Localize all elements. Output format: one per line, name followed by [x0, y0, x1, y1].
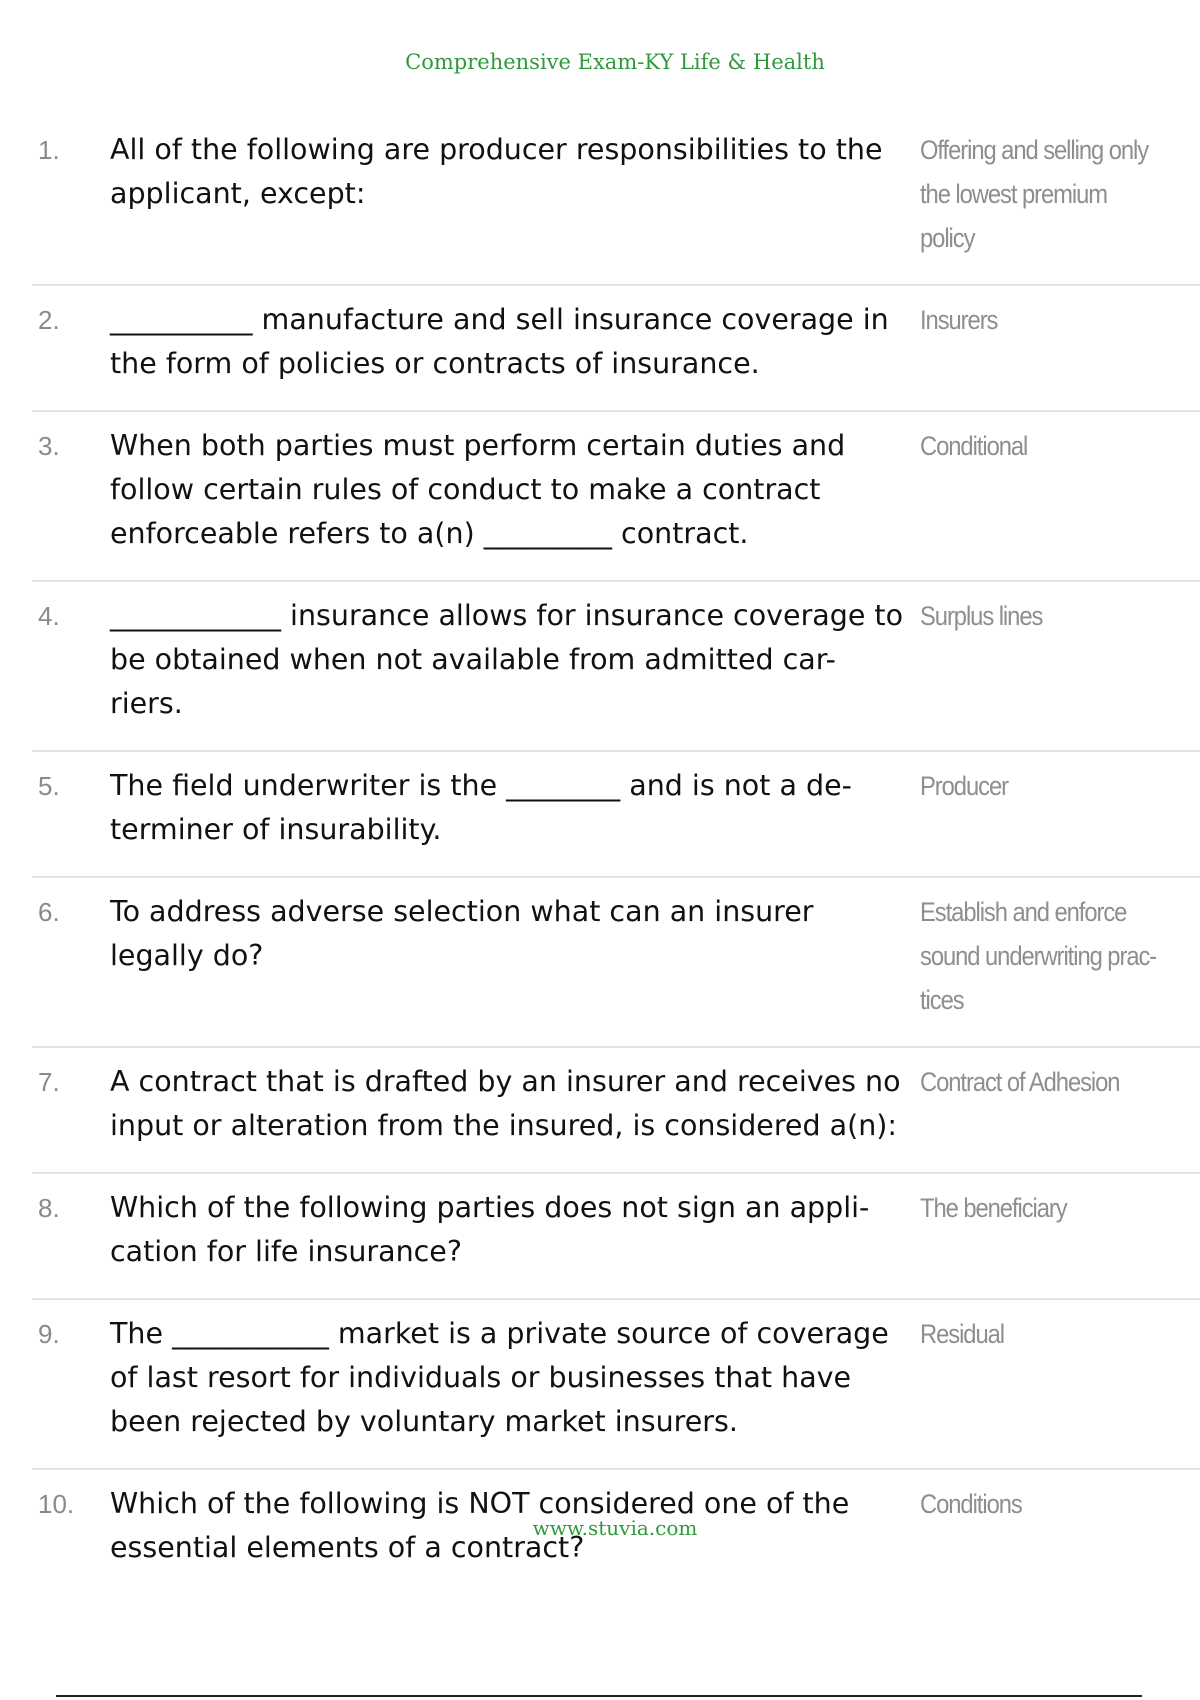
question-number: 4.: [38, 601, 60, 631]
qa-row-4: [32, 582, 1200, 752]
qa-row-3: [32, 412, 1200, 582]
question-text: The field underwriter is the ________ and is not a de- terminer of insurability.: [110, 769, 852, 846]
answer-text: Conditions: [920, 1489, 1022, 1519]
answer-text: The beneficiary: [920, 1193, 1067, 1223]
question-number: 9.: [38, 1319, 60, 1349]
answer-text: Surplus lines: [920, 601, 1043, 631]
footer-link[interactable]: www.stuvia.com: [532, 1516, 698, 1540]
question-number: 1.: [38, 135, 60, 165]
question-text: The ___________ market is a private source of coverage of last resort for individuals or businesses that have been rejected by voluntary market insurers.: [110, 1317, 889, 1438]
question-text: All of the following are producer responsibilities to the applicant, except:: [110, 133, 883, 210]
question-number: 7.: [38, 1067, 60, 1097]
answer-text: Offering and selling only the lowest premium policy: [920, 135, 1149, 253]
answer-text: Residual: [920, 1319, 1005, 1349]
question-number: 8.: [38, 1193, 60, 1223]
question-number: 6.: [38, 897, 60, 927]
question-text: Which of the following parties does not sign an appli- cation for life insurance?: [110, 1191, 870, 1268]
qa-row-9: [32, 1300, 1200, 1470]
question-text: To address adverse selection what can an insurer legally do?: [110, 895, 814, 972]
qa-row-6: [32, 878, 1200, 1048]
question-text: ____________ insurance allows for insurance coverage to be obtained when not available from admitted car- riers.: [110, 599, 904, 720]
qa-row-1: [32, 116, 1200, 286]
qa-row-2: [32, 286, 1200, 412]
question-number: 5.: [38, 771, 60, 801]
answer-text: Insurers: [920, 305, 998, 335]
qa-list: [32, 116, 1200, 1570]
bottom-divider: [56, 1695, 1142, 1697]
question-number: 2.: [38, 305, 60, 335]
question-text: __________ manufacture and sell insurance coverage in the form of policies or contracts of insurance.: [110, 303, 889, 380]
qa-row-5: [32, 752, 1200, 878]
question-text: Which of the following is NOT considered one of the essential elements of a contract?: [110, 1487, 850, 1564]
answer-text: Establish and enforce sound underwriting prac- tices: [920, 897, 1157, 1015]
answer-text: Conditional: [920, 431, 1028, 461]
answer-text: Producer: [920, 771, 1008, 801]
question-text: When both parties must perform certain duties and follow certain rules of conduct to make a contract enforceable refers to a(n) _________ contract.: [110, 429, 846, 550]
page-header-title: Comprehensive Exam-KY Life & Health: [405, 50, 825, 74]
question-number: 3.: [38, 431, 60, 461]
question-number: 10.: [38, 1489, 75, 1519]
qa-row-7: [32, 1048, 1200, 1174]
qa-row-8: [32, 1174, 1200, 1300]
question-text: A contract that is drafted by an insurer and receives no input or alteration from the insured, is considered a(n):: [110, 1065, 901, 1142]
answer-text: Contract of Adhesion: [920, 1067, 1120, 1097]
